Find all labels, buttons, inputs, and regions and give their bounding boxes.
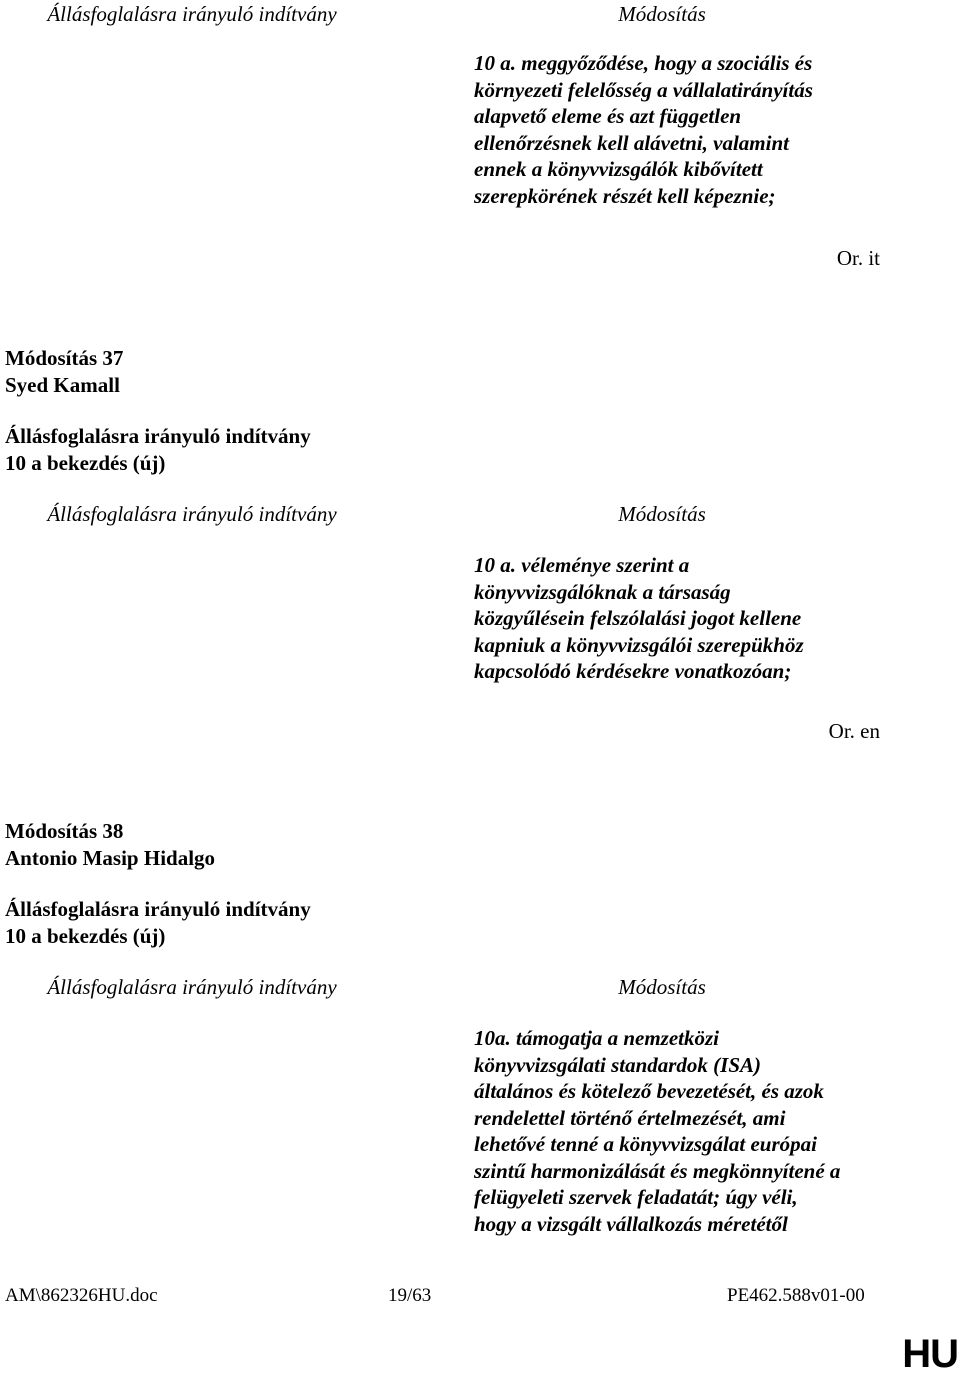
amendment-line: általános és kötelező bevezetését, és azok (474, 1079, 824, 1103)
amendment-line: könyvvizsgálati standardok (ISA) (474, 1052, 762, 1077)
amendment-line: hogy a vizsgált vállalkozás méretétől (474, 1211, 788, 1236)
amendment-line: szintű harmonizálását és megkönnyítené a (474, 1158, 841, 1183)
amendment-text (474, 50, 894, 209)
amendment-line: közgyűlésein felszólalási jogot kellene (474, 606, 802, 630)
amendment-lead: 10 a. (474, 553, 516, 577)
amendment-author: Antonio Masip Hidalgo (5, 846, 216, 870)
amendment-number: Módosítás 38 (5, 819, 124, 843)
amendment-lead: 10a. (474, 1026, 511, 1050)
amendment-line: rendelettel történő értelmezését, ami (474, 1105, 786, 1130)
footer-language-code: HU (902, 1332, 958, 1376)
amendment-line: felügyeleti szervek feladatát; úgy véli, (474, 1185, 798, 1209)
amendment-line: véleménye szerint a (516, 553, 690, 577)
amendment-line: ennek a könyvvizsgálók kibővített (474, 157, 763, 181)
amendment-text (474, 552, 894, 685)
amendment-line: környezeti felelősség a vállalatirányítás (474, 77, 813, 102)
original-language: Or. it (836, 246, 880, 270)
column-header-right: Módosítás (618, 975, 706, 999)
amendment-line: könyvvizsgálóknak a társaság (474, 579, 731, 604)
column-header-right: Módosítás (618, 502, 706, 526)
amendment-text (474, 1025, 894, 1237)
amendment-line: alapvető eleme és azt független (474, 104, 742, 128)
amendment-reference (5, 896, 311, 950)
amendment-author: Syed Kamall (5, 373, 120, 397)
column-header-left: Állásfoglalásra irányuló indítvány (47, 975, 337, 999)
amendment-lead: 10 a. (474, 51, 516, 75)
paragraph-reference: 10 a bekezdés (új) (5, 924, 166, 948)
amendment-line: szerepkörének részét kell képeznie; (474, 183, 776, 208)
footer-pe-reference: PE462.588v01-00 (727, 1285, 865, 1306)
amendment-line: ellenőrzésnek kell alávetni, valamint (474, 130, 789, 155)
amendment-line: kapniuk a könyvvizsgálói szerepükhöz (474, 632, 804, 657)
column-header-left: Állásfoglalásra irányuló indítvány (47, 2, 337, 26)
document-reference: Állásfoglalásra irányuló indítvány (5, 424, 311, 448)
footer-doc-reference: AM\862326HU.doc (5, 1285, 158, 1306)
amendment-header (5, 345, 123, 399)
amendment-reference (5, 423, 311, 477)
column-header-right: Módosítás (618, 2, 706, 26)
original-language: Or. en (828, 719, 880, 743)
footer-page-number: 19/63 (388, 1285, 432, 1306)
column-header-left: Állásfoglalásra irányuló indítvány (47, 502, 337, 526)
amendment-number: Módosítás 37 (5, 346, 124, 370)
amendment-line: támogatja a nemzetközi (510, 1026, 720, 1050)
amendment-header (5, 818, 215, 872)
amendment-line: meggyőződése, hogy a szociális és (516, 51, 813, 75)
amendment-line: kapcsolódó kérdésekre vonatkozóan; (474, 659, 792, 683)
document-reference: Állásfoglalásra irányuló indítvány (5, 897, 311, 921)
paragraph-reference: 10 a bekezdés (új) (5, 451, 166, 475)
amendment-line: lehetővé tenné a könyvvizsgálat európai (474, 1132, 817, 1156)
